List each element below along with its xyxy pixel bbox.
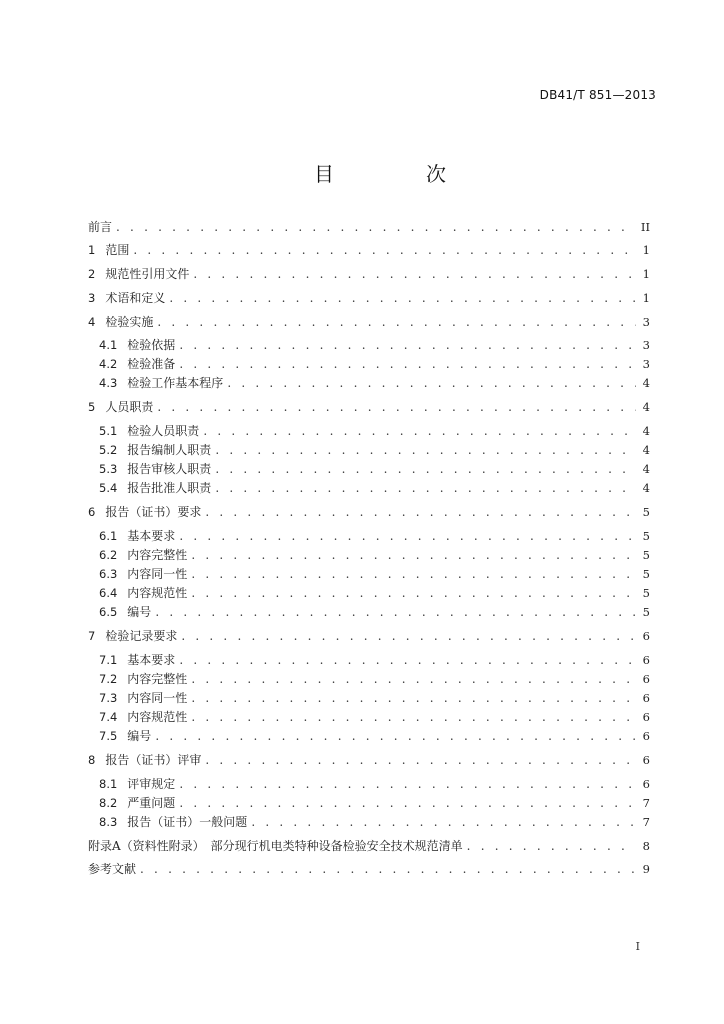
toc-entry-references[interactable] (88, 860, 650, 878)
dot-leader (155, 603, 636, 621)
toc-entry-number: 4.1 (99, 338, 118, 352)
toc-entry-number: 7.4 (99, 710, 118, 724)
document-code: DB41/T 851—2013 (539, 88, 656, 102)
dot-leader (179, 355, 636, 373)
toc-entry-4[interactable] (88, 313, 650, 331)
toc-entry-page: 3 (642, 315, 650, 329)
dot-leader (191, 546, 636, 564)
dot-leader (203, 422, 636, 440)
toc-entry-number: 5 (88, 400, 96, 414)
toc-entry-5-1[interactable] (99, 422, 650, 440)
toc-entry-number: 4.3 (99, 376, 118, 390)
toc-entry-title: 检验工作基本程序 (127, 376, 224, 390)
toc-entry-4-2[interactable] (99, 355, 650, 373)
toc-entry-title: 检验人员职责 (127, 424, 200, 438)
toc-entry-8-3[interactable] (99, 813, 650, 831)
toc-entry-number: 6 (88, 505, 96, 519)
toc-entry-number: 1 (88, 243, 96, 257)
toc-entry-title: 规范性引用文件 (105, 267, 190, 281)
toc-entry-page: 6 (642, 753, 650, 767)
toc-entry-number: 7 (88, 629, 96, 643)
toc-entry-title: 检验实施 (105, 315, 154, 329)
toc-entry-page: 1 (642, 243, 650, 257)
dot-leader (215, 460, 636, 478)
dot-leader (205, 503, 636, 521)
toc-entry-5-4[interactable] (99, 479, 650, 497)
toc-entry-7-3[interactable] (99, 689, 650, 707)
toc-entry-title: 基本要求 (127, 529, 176, 543)
toc-entry-title: 内容同一性 (127, 691, 188, 705)
toc-entry-page: 4 (642, 443, 650, 457)
toc-entry-title: 内容规范性 (127, 586, 188, 600)
toc-entry-page: 8 (642, 839, 650, 853)
dot-leader (116, 218, 636, 236)
toc-entry-title: 内容同一性 (127, 567, 188, 581)
dot-leader (179, 527, 636, 545)
toc-entry-number: 5.1 (99, 424, 118, 438)
dot-leader (133, 241, 636, 259)
toc-entry-number: 6.3 (99, 567, 118, 581)
toc-entry-title: 评审规定 (127, 777, 176, 791)
toc-entry-title: 检验依据 (127, 338, 176, 352)
toc-entry-number: 6.1 (99, 529, 118, 543)
dot-leader (191, 670, 636, 688)
page-number: I (635, 940, 640, 953)
toc-entry-number: 2 (88, 267, 96, 281)
toc-entry-number: 8.1 (99, 777, 118, 791)
toc-entry-number: 7.1 (99, 653, 118, 667)
toc-entry-7-4[interactable] (99, 708, 650, 726)
toc-entry-7-2[interactable] (99, 670, 650, 688)
dot-leader (205, 751, 636, 769)
toc-entry-3[interactable] (88, 289, 650, 307)
toc-entry-8-2[interactable] (99, 794, 650, 812)
toc-entry-title: 报告（证书）评审 (105, 753, 202, 767)
toc-entry-page: 4 (642, 400, 650, 414)
dot-leader (191, 565, 636, 583)
dot-leader (179, 794, 636, 812)
dot-leader (140, 860, 636, 878)
toc-entry-title: 报告（证书）一般问题 (127, 815, 248, 829)
toc-entry-page: 6 (642, 729, 650, 743)
toc-entry-title: 前言 (88, 220, 113, 234)
toc-entry-page: 3 (642, 338, 650, 352)
toc-entry-5-2[interactable] (99, 441, 650, 459)
toc-entry-page: 1 (642, 267, 650, 281)
toc-entry-number: 5.3 (99, 462, 118, 476)
toc-entry-number: 8.2 (99, 796, 118, 810)
toc-entry-page: 9 (642, 862, 650, 876)
toc-entry-title: 报告编制人职责 (127, 443, 212, 457)
toc-entry-page: 4 (642, 424, 650, 438)
toc-entry-6-2[interactable] (99, 546, 650, 564)
toc-entry-page: 6 (642, 672, 650, 686)
toc-entry-page: 6 (642, 710, 650, 724)
dot-leader (191, 689, 636, 707)
toc-entry-page: 3 (642, 357, 650, 371)
toc-entry-title: 人员职责 (105, 400, 154, 414)
toc-entry-page: 6 (642, 653, 650, 667)
dot-leader (227, 374, 636, 392)
dot-leader (215, 479, 636, 497)
toc-entry-2[interactable] (88, 265, 650, 283)
dot-leader (155, 727, 636, 745)
dot-leader (191, 584, 636, 602)
toc-entry-foreword[interactable] (88, 218, 650, 236)
toc-entry-4-3[interactable] (99, 374, 650, 392)
toc-entry-title: 术语和定义 (105, 291, 166, 305)
toc-entry-4-1[interactable] (99, 336, 650, 354)
dot-leader (179, 775, 636, 793)
toc-entry-number: 5.4 (99, 481, 118, 495)
toc-entry-6-4[interactable] (99, 584, 650, 602)
toc-entry-page: 7 (642, 796, 650, 810)
toc-entry-6[interactable] (88, 503, 650, 521)
toc-entry-page: 4 (642, 376, 650, 390)
toc-entry-7-5[interactable] (99, 727, 650, 745)
toc-entry-number: 7.3 (99, 691, 118, 705)
toc-entry-number: 4 (88, 315, 96, 329)
toc-entry-title: 报告审核人职责 (127, 462, 212, 476)
toc-entry-page: 5 (642, 548, 650, 562)
toc-entry-5[interactable] (88, 398, 650, 416)
toc-entry-title: 报告（证书）要求 (105, 505, 202, 519)
toc-entry-page: 5 (642, 605, 650, 619)
toc-entry-title: 内容完整性 (127, 672, 188, 686)
toc-entry-title: 编号 (127, 605, 152, 619)
toc-entry-number: 7.5 (99, 729, 118, 743)
toc-entry-page: 6 (642, 691, 650, 705)
toc-entry-7[interactable] (88, 627, 650, 645)
toc-entry-number: 5.2 (99, 443, 118, 457)
toc-entry-number: 3 (88, 291, 96, 305)
dot-leader (251, 813, 636, 831)
toc-entry-number: 6.2 (99, 548, 118, 562)
toc-entry-page: II (640, 220, 650, 234)
toc-title: 目 次 (314, 162, 482, 186)
toc-entry-number: 6.5 (99, 605, 118, 619)
toc-entry-page: 5 (642, 505, 650, 519)
dot-leader (193, 265, 636, 283)
toc-entry-title: 内容完整性 (127, 548, 188, 562)
dot-leader (169, 289, 636, 307)
toc-entry-6-5[interactable] (99, 603, 650, 621)
toc-entry-title: 基本要求 (127, 653, 176, 667)
toc-entry-8-1[interactable] (99, 775, 650, 793)
toc-entry-number: 6.4 (99, 586, 118, 600)
toc-entry-title: 范围 (105, 243, 130, 257)
toc-entry-number: 8 (88, 753, 96, 767)
toc-entry-page: 6 (642, 777, 650, 791)
toc-entry-page: 5 (642, 586, 650, 600)
toc-entry-6-3[interactable] (99, 565, 650, 583)
toc-entry-page: 5 (642, 567, 650, 581)
toc-entry-title: 检验记录要求 (105, 629, 178, 643)
toc-entry-page: 4 (642, 462, 650, 476)
toc-entry-title: 报告批准人职责 (127, 481, 212, 495)
toc-entry-number: 8.3 (99, 815, 118, 829)
toc-entry-page: 5 (642, 529, 650, 543)
dot-leader (191, 708, 636, 726)
toc-entry-page: 7 (642, 815, 650, 829)
toc-entry-title: 参考文献 (88, 862, 137, 876)
toc-entry-appendix-a[interactable] (88, 837, 650, 855)
dot-leader (179, 336, 636, 354)
toc-entry-5-3[interactable] (99, 460, 650, 478)
dot-leader (215, 441, 636, 459)
toc-entry-title: 内容规范性 (127, 710, 188, 724)
toc-entry-title: 检验准备 (127, 357, 176, 371)
toc-entry-8[interactable] (88, 751, 650, 769)
dot-leader (157, 313, 636, 331)
dot-leader (157, 398, 636, 416)
toc-entry-7-1[interactable] (99, 651, 650, 669)
toc-entry-page: 6 (642, 629, 650, 643)
toc-entry-title: 附录A（资料性附录） 部分现行机电类特种设备检验安全技术规范清单 (88, 839, 463, 853)
dot-leader (179, 651, 636, 669)
dot-leader (181, 627, 636, 645)
toc-entry-title: 严重问题 (127, 796, 176, 810)
toc-entry-page: 1 (642, 291, 650, 305)
toc-entry-number: 7.2 (99, 672, 118, 686)
toc-entry-number: 4.2 (99, 357, 118, 371)
dot-leader (467, 837, 636, 855)
toc-entry-6-1[interactable] (99, 527, 650, 545)
toc-entry-page: 4 (642, 481, 650, 495)
toc-entry-1[interactable] (88, 241, 650, 259)
toc-entry-title: 编号 (127, 729, 152, 743)
